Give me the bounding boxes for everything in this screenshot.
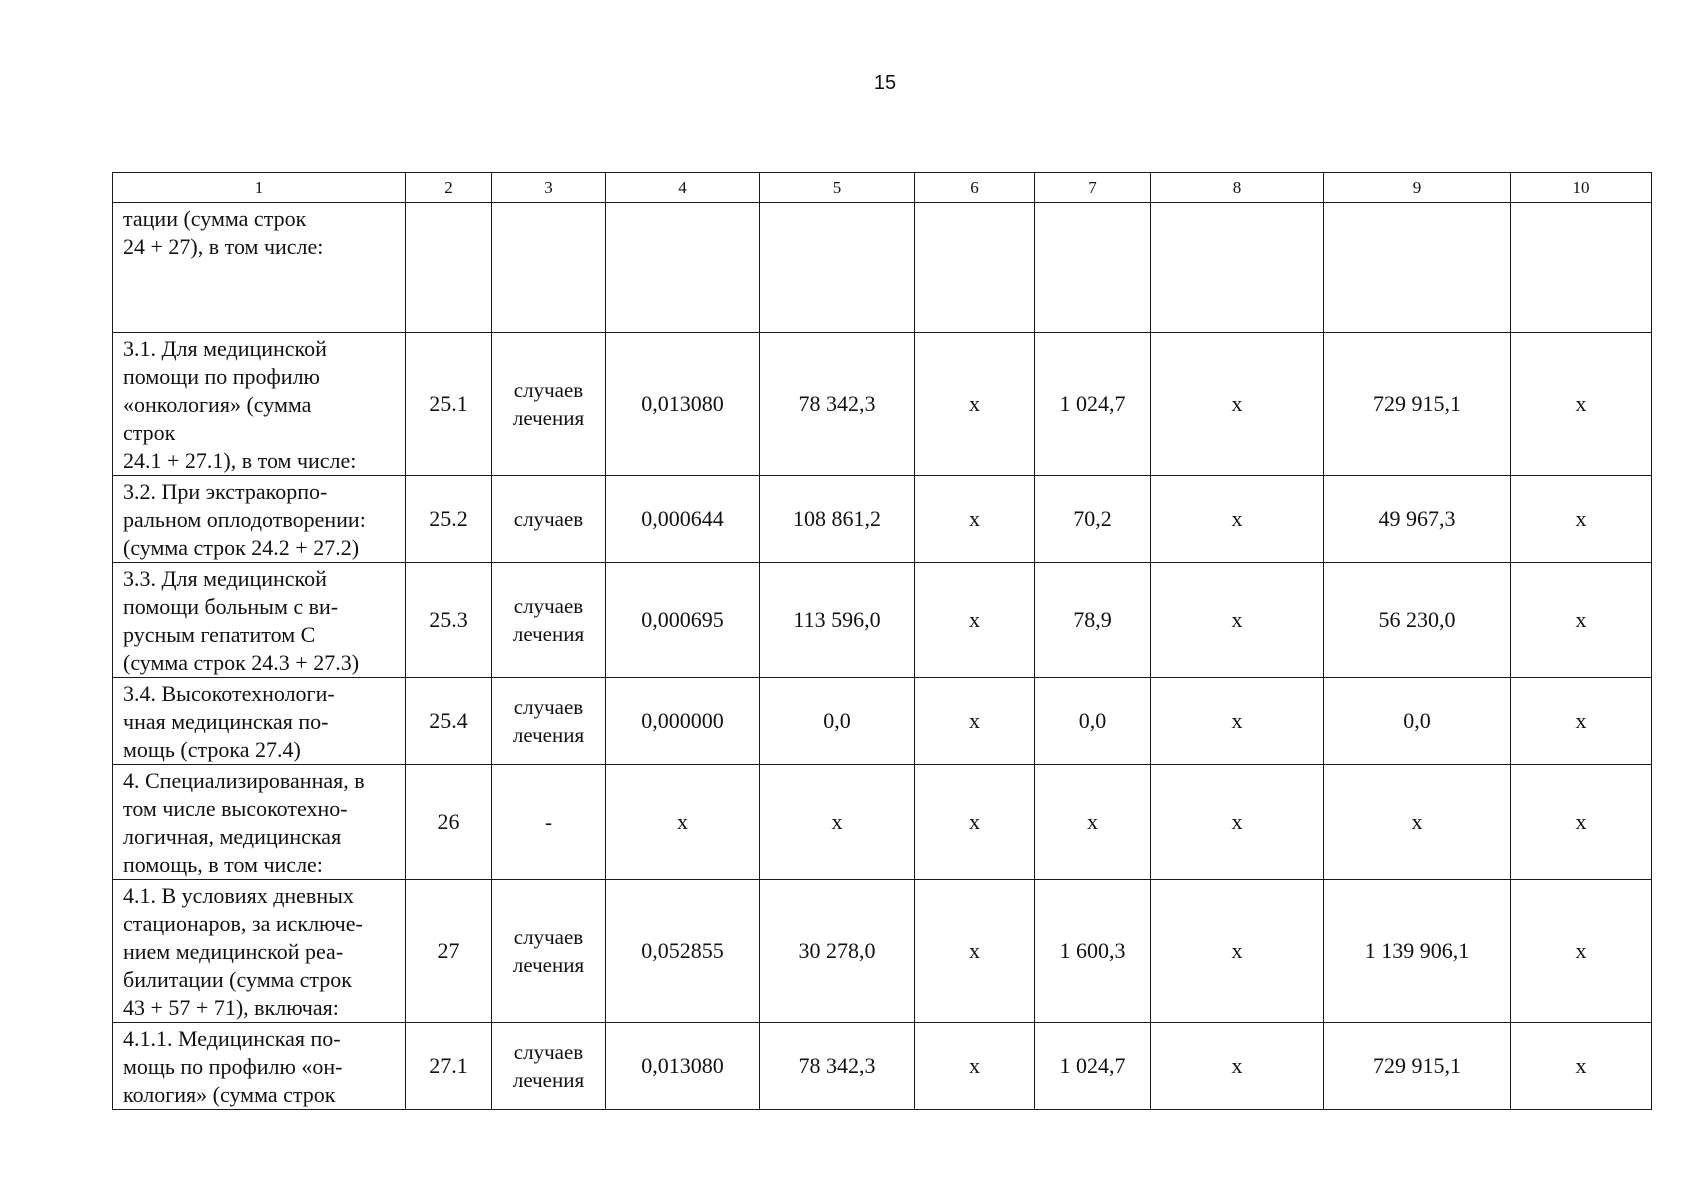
col9-cell: 49 967,3 — [1324, 476, 1511, 563]
col5-cell: 78 342,3 — [760, 1023, 915, 1110]
col6-cell: х — [915, 1023, 1035, 1110]
col8-cell: х — [1151, 880, 1324, 1023]
row-code-cell: 25.4 — [406, 678, 492, 765]
table-row — [113, 203, 1652, 333]
col7-cell: 78,9 — [1035, 563, 1151, 678]
col10-cell: х — [1511, 333, 1652, 476]
unit-cell: случаев лечения — [492, 563, 606, 678]
unit-cell: - — [492, 765, 606, 880]
col5-cell — [760, 203, 915, 333]
header-cell-2: 2 — [406, 173, 492, 203]
header-cell-7: 7 — [1035, 173, 1151, 203]
unit-cell — [492, 203, 606, 333]
col8-cell: х — [1151, 333, 1324, 476]
col4-cell: х — [606, 765, 760, 880]
unit-cell: случаев лечения — [492, 880, 606, 1023]
row-code-cell: 25.2 — [406, 476, 492, 563]
col8-cell: х — [1151, 678, 1324, 765]
unit-cell: случаев лечения — [492, 333, 606, 476]
table-header-row — [113, 173, 1652, 203]
row-code-cell — [406, 203, 492, 333]
col5-cell: 113 596,0 — [760, 563, 915, 678]
data-table — [112, 172, 1652, 1110]
indicator-name-cell: 3.4. Высокотехнологи- чная медицинская по- мощь (строка 27.4) — [113, 678, 406, 765]
col8-cell: х — [1151, 765, 1324, 880]
col8-cell: х — [1151, 476, 1324, 563]
col7-cell: 70,2 — [1035, 476, 1151, 563]
indicator-name-cell: 4. Специализированная, в том числе высокотехно- логичная, медицинская помощь, в том числе: — [113, 765, 406, 880]
col9-cell — [1324, 203, 1511, 333]
indicator-name-cell: 4.1. В условиях дневных стационаров, за исключе- нием медицинской реа- билитации (сумма строк 43 + 57 + 71), включая: — [113, 880, 406, 1023]
table-row — [113, 1023, 1652, 1110]
col10-cell: х — [1511, 678, 1652, 765]
col6-cell: х — [915, 476, 1035, 563]
col6-cell: х — [915, 563, 1035, 678]
col10-cell: х — [1511, 1023, 1652, 1110]
col8-cell: х — [1151, 1023, 1324, 1110]
header-cell-3: 3 — [492, 173, 606, 203]
col10-cell: х — [1511, 880, 1652, 1023]
row-code-cell: 26 — [406, 765, 492, 880]
col9-cell: 56 230,0 — [1324, 563, 1511, 678]
col5-cell: 78 342,3 — [760, 333, 915, 476]
unit-cell: случаев лечения — [492, 678, 606, 765]
col10-cell: х — [1511, 476, 1652, 563]
table-body — [113, 173, 1652, 1110]
col8-cell — [1151, 203, 1324, 333]
header-cell-6: 6 — [915, 173, 1035, 203]
col7-cell: 1 024,7 — [1035, 333, 1151, 476]
indicator-name-cell: 3.3. Для медицинской помощи больным с ви- русным гепатитом С (сумма строк 24.3 + 27.3) — [113, 563, 406, 678]
indicator-name-cell: тации (сумма строк 24 + 27), в том числе: — [113, 203, 406, 333]
table-row — [113, 476, 1652, 563]
header-cell-5: 5 — [760, 173, 915, 203]
table-row — [113, 563, 1652, 678]
row-code-cell: 27 — [406, 880, 492, 1023]
col9-cell: 729 915,1 — [1324, 1023, 1511, 1110]
col10-cell — [1511, 203, 1652, 333]
col6-cell: х — [915, 333, 1035, 476]
col8-cell: х — [1151, 563, 1324, 678]
col4-cell — [606, 203, 760, 333]
col7-cell: х — [1035, 765, 1151, 880]
col6-cell: х — [915, 765, 1035, 880]
row-code-cell: 25.3 — [406, 563, 492, 678]
indicator-name-cell: 3.2. При экстракорпо- ральном оплодотворении: (сумма строк 24.2 + 27.2) — [113, 476, 406, 563]
col4-cell: 0,000695 — [606, 563, 760, 678]
unit-cell: случаев лечения — [492, 1023, 606, 1110]
table-row — [113, 765, 1652, 880]
table-row — [113, 880, 1652, 1023]
col5-cell: х — [760, 765, 915, 880]
col6-cell — [915, 203, 1035, 333]
page-number: 15 — [873, 72, 897, 94]
unit-cell: случаев — [492, 476, 606, 563]
row-code-cell: 25.1 — [406, 333, 492, 476]
col5-cell: 30 278,0 — [760, 880, 915, 1023]
header-cell-1: 1 — [113, 173, 406, 203]
header-cell-8: 8 — [1151, 173, 1324, 203]
col9-cell: х — [1324, 765, 1511, 880]
indicator-name-cell: 3.1. Для медицинской помощи по профилю «онкология» (сумма строк 24.1 + 27.1), в том числе: — [113, 333, 406, 476]
col4-cell: 0,052855 — [606, 880, 760, 1023]
col4-cell: 0,000000 — [606, 678, 760, 765]
col9-cell: 0,0 — [1324, 678, 1511, 765]
col7-cell: 1 600,3 — [1035, 880, 1151, 1023]
col5-cell: 108 861,2 — [760, 476, 915, 563]
col4-cell: 0,013080 — [606, 1023, 760, 1110]
col9-cell: 1 139 906,1 — [1324, 880, 1511, 1023]
table-row — [113, 333, 1652, 476]
header-cell-4: 4 — [606, 173, 760, 203]
col10-cell: х — [1511, 563, 1652, 678]
col7-cell — [1035, 203, 1151, 333]
col5-cell: 0,0 — [760, 678, 915, 765]
col7-cell: 1 024,7 — [1035, 1023, 1151, 1110]
indicator-name-cell: 4.1.1. Медицинская по- мощь по профилю «он- кология» (сумма строк — [113, 1023, 406, 1110]
col6-cell: х — [915, 880, 1035, 1023]
row-code-cell: 27.1 — [406, 1023, 492, 1110]
col4-cell: 0,000644 — [606, 476, 760, 563]
table-row — [113, 678, 1652, 765]
col7-cell: 0,0 — [1035, 678, 1151, 765]
header-cell-9: 9 — [1324, 173, 1511, 203]
col6-cell: х — [915, 678, 1035, 765]
col10-cell: х — [1511, 765, 1652, 880]
header-cell-10: 10 — [1511, 173, 1652, 203]
col4-cell: 0,013080 — [606, 333, 760, 476]
col9-cell: 729 915,1 — [1324, 333, 1511, 476]
